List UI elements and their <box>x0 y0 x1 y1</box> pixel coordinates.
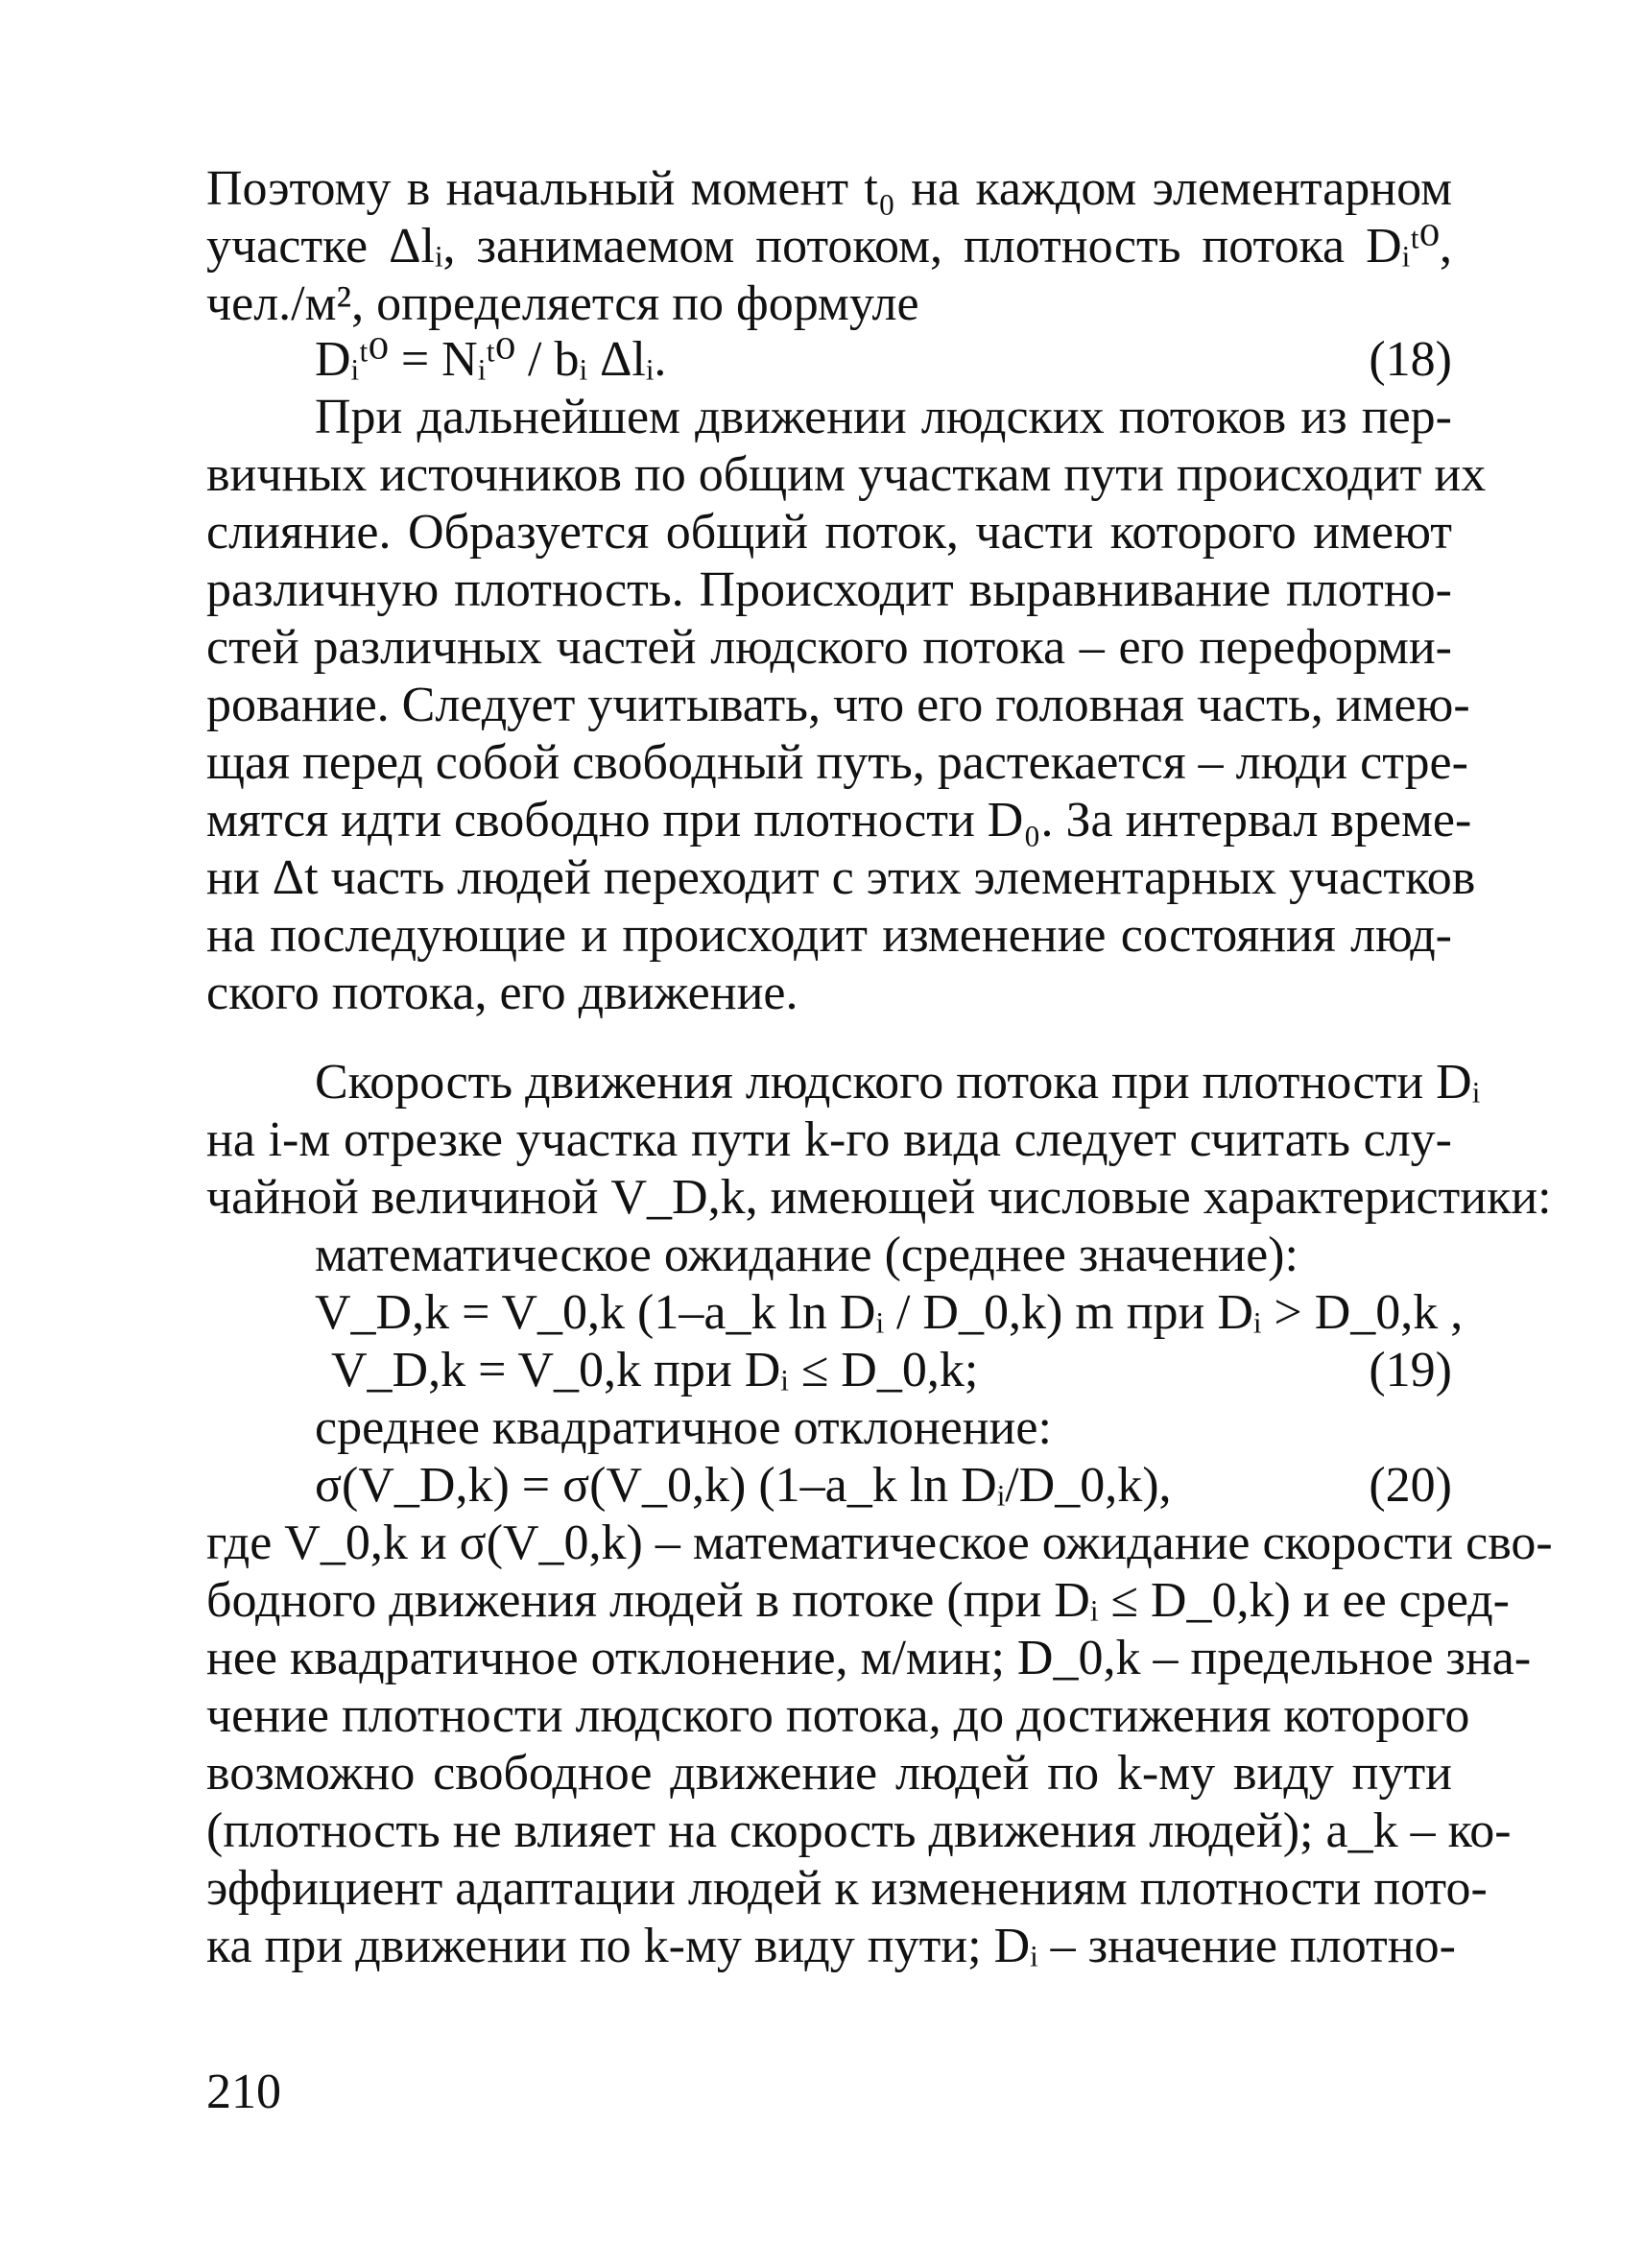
equation-number-20: (20) <box>1369 1458 1452 1513</box>
text-line-7: слияние. Образуется общий поток, части которого имеют <box>206 505 1452 560</box>
text-line-14: на последующие и происходит изменение состояния люд- <box>206 908 1452 963</box>
text-line-3: чел./м², определяется по формуле <box>206 276 919 331</box>
formula-20: σ(V_D,k) = σ(V_0,k) (1–a_k ln Dᵢ/D_0,k), <box>315 1458 1172 1513</box>
text-line-24: где V_0,k и σ(V_0,k) – математическое ожидание скорости сво- <box>206 1516 1553 1570</box>
formula-19a: V_D,k = V_0,k (1–a_k ln Dᵢ / D_0,k) m при Dᵢ > D_0,k , <box>315 1285 1464 1340</box>
text-line-11: щая перед собой свободный путь, растекается – люди стре- <box>206 735 1468 790</box>
text-line-27: чение плотности людского потока, до достижения которого <box>206 1688 1470 1743</box>
text-line-12: мятся идти свободно при плотности D₀. За интервал време- <box>206 793 1472 848</box>
text-line-30: эффициент адаптации людей к изменениям плотности пото- <box>206 1861 1488 1916</box>
text-line-18: чайной величиной V_D,k, имеющей числовые характеристики: <box>206 1170 1552 1225</box>
text-line-13: ни Δt часть людей переходит с этих элементарных участков <box>206 850 1476 905</box>
text-line-5: При дальнейшем движении людских потоков из пер- <box>315 390 1452 444</box>
text-line-17: на i-м отрезке участка пути k-го вида следует считать слу- <box>206 1112 1452 1167</box>
text-line-29: (плотность не влияет на скорость движения людей); a_k – ко- <box>206 1803 1512 1858</box>
text-line-19: математическое ожидание (среднее значение): <box>315 1228 1299 1282</box>
text-line-1: Поэтому в начальный момент t₀ на каждом элементарном <box>206 161 1452 216</box>
formula-19b: V_D,k = V_0,k при Dᵢ ≤ D_0,k; <box>331 1343 979 1397</box>
text-line-16: Скорость движения людского потока при плотности Dᵢ <box>315 1055 1481 1110</box>
text-line-2: участке Δlᵢ, занимаемом потоком, плотность потока Dᵢᵗ⁰, <box>206 219 1452 274</box>
equation-number-18: (18) <box>1369 332 1452 387</box>
text-line-10: рование. Следует учитывать, что его головная часть, имею- <box>206 678 1470 732</box>
text-line-25: бодного движения людей в потоке (при Dᵢ ≤ D_0,k) и ее сред- <box>206 1573 1510 1628</box>
text-line-15: ского потока, его движение. <box>206 966 798 1020</box>
page-number: 210 <box>206 2065 281 2119</box>
text-line-8: различную плотность. Происходит выравнивание плотно- <box>206 562 1452 617</box>
text-line-28: возможно свободное движение людей по k-му виду пути <box>206 1746 1452 1801</box>
text-line-22: среднее квадратичное отклонение: <box>315 1400 1052 1455</box>
text-line-6: вичных источников по общим участкам пути происходит их <box>206 447 1487 502</box>
equation-number-19: (19) <box>1369 1343 1452 1397</box>
text-line-31: ка при движении по k-му виду пути; Dᵢ – значение плотно- <box>206 1919 1456 1973</box>
text-line-9: стей различных частей людского потока – его переформи- <box>206 620 1452 675</box>
text-line-26: нее квадратичное отклонение, м/мин; D_0,k – предельное зна- <box>206 1631 1532 1685</box>
formula-18: Dᵢᵗ⁰ = Nᵢᵗ⁰ / bᵢ Δlᵢ. <box>315 332 667 387</box>
